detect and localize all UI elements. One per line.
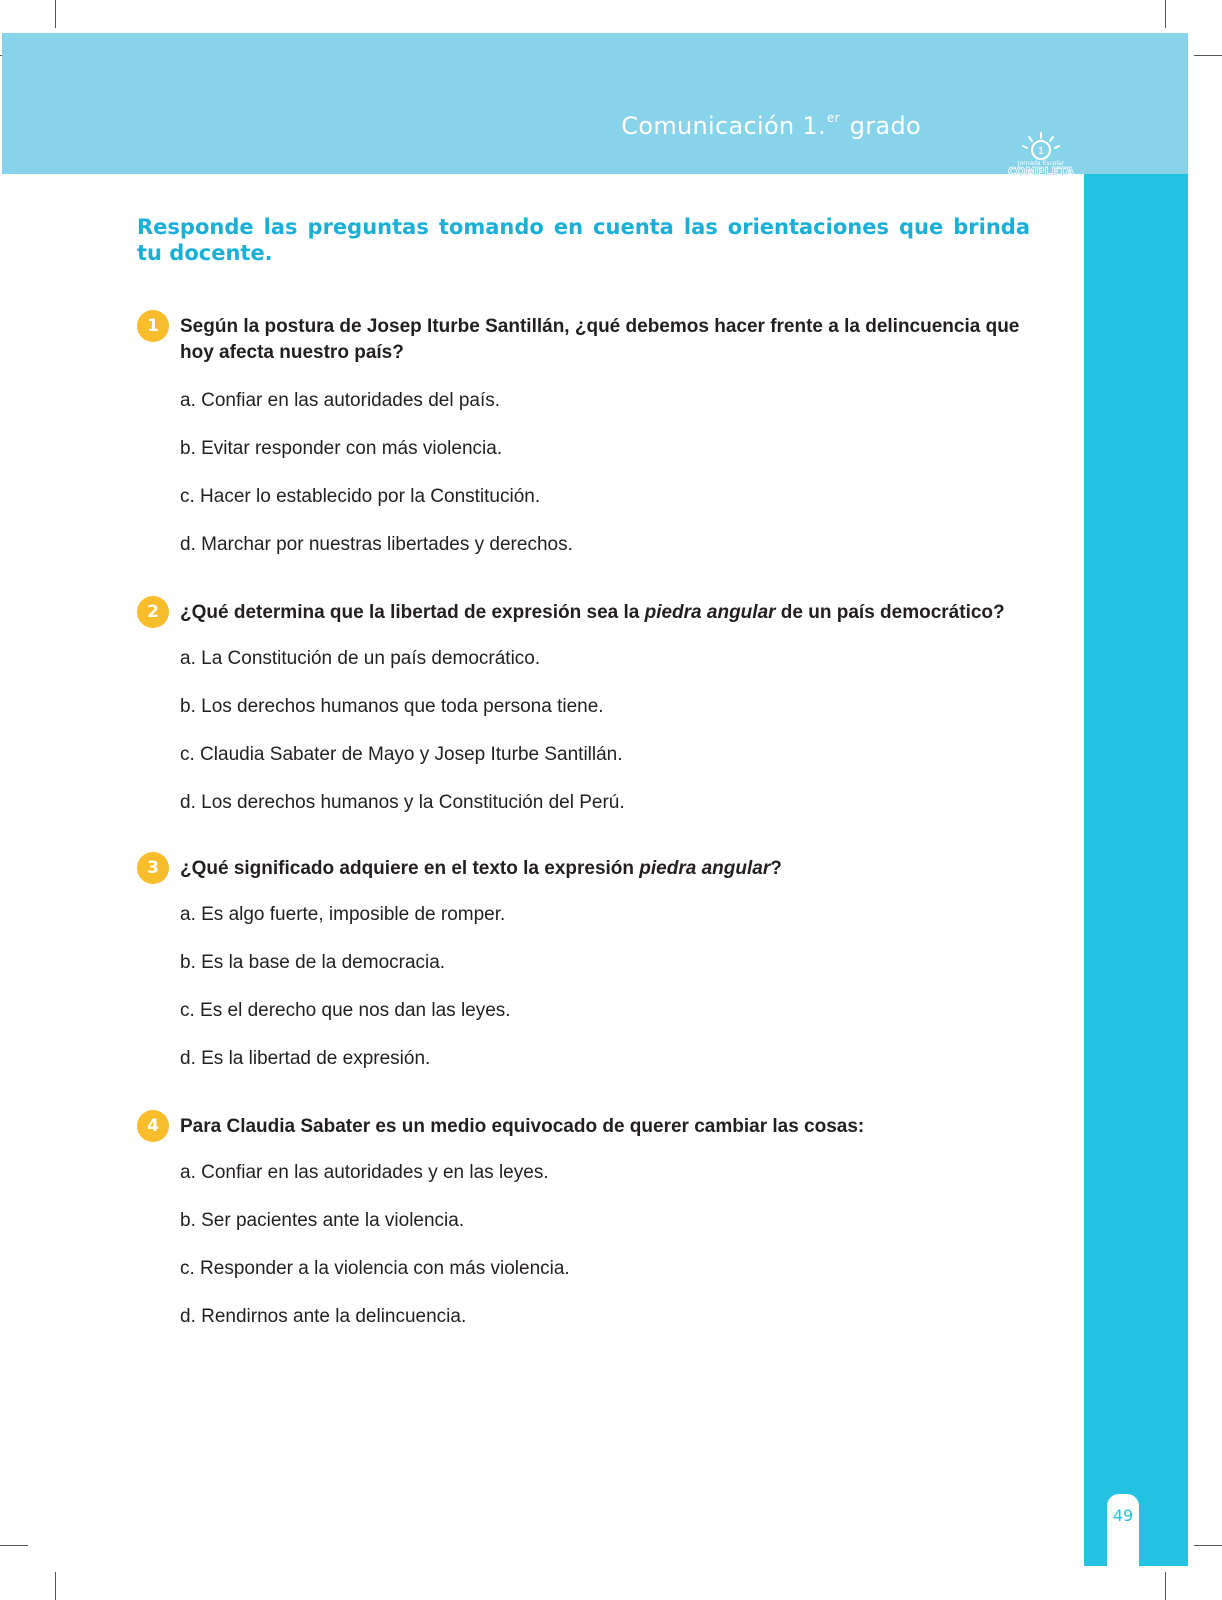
crop-mark [1194,1545,1222,1546]
page-header [2,33,1188,183]
side-band [1084,174,1188,1566]
option-b: b. Ser pacientes ante la violencia. [180,1210,465,1231]
option-b: b. Evitar responder con más violencia. [180,438,503,459]
question-text: ¿Qué significado adquiere en el texto la expresión piedra angular? [180,858,782,879]
question-text: Según la postura de Josep Iturbe Santillán, ¿qué debemos hacer frente a la delincuencia que hoy afecta nuestro país? [180,316,1020,363]
option-c: c. Hacer lo establecido por la Constitución. [180,486,541,507]
option-c: c. Es el derecho que nos dan las leyes. [180,1000,511,1021]
logo-line-2: COMPLETA [1007,165,1075,178]
option-b: b. Los derechos humanos que toda persona tiene. [180,696,604,717]
logo-badge-number: 1 [1037,146,1045,157]
question-text: Para Claudia Sabater es un medio equivocado de querer cambiar las cosas: [180,1116,865,1137]
crop-mark [55,1572,56,1600]
option-a: a. La Constitución de un país democrático. [180,648,541,669]
option-c: c. Claudia Sabater de Mayo y Josep Iturbe Santillán. [180,744,623,765]
crop-mark [1165,0,1166,28]
logo-line-1: Jornada Escolar [1017,160,1065,167]
option-d: d. Los derechos humanos y la Constitución del Perú. [180,792,625,813]
option-b: b. Es la base de la democracia. [180,952,446,973]
question-number-badge: 3 [137,852,169,884]
crop-mark [1194,55,1222,56]
question-number-badge: 4 [137,1110,169,1142]
jornada-escolar-logo [1002,129,1080,187]
header-title: Comunicación 1.$^{er}$ grado [621,111,921,140]
crop-mark [1165,1572,1166,1600]
option-a: a. Confiar en las autoridades del país. [180,390,501,411]
page-number: 49 [1112,1506,1134,1525]
option-d: d. Marchar por nuestras libertades y derechos. [180,534,573,555]
option-d: d. Rendirnos ante la delincuencia. [180,1306,467,1327]
option-d: d. Es la libertad de expresión. [180,1048,431,1069]
option-c: c. Responder a la violencia con más violencia. [180,1258,570,1279]
instruction-heading: Responde las preguntas tomando en cuenta las orientaciones que brinda tu docente. [137,215,1030,265]
crop-mark [55,0,56,28]
crop-mark [0,1545,28,1546]
question-text: ¿Qué determina que la libertad de expresión sea la piedra angular de un país democrático? [180,602,1005,623]
question-number-badge: 1 [137,310,169,342]
page-number-tab [1107,1494,1139,1566]
option-a: a. Es algo fuerte, imposible de romper. [180,904,506,925]
option-a: a. Confiar en las autoridades y en las leyes. [180,1162,549,1183]
logo-line-3: SECUNDARIA [1027,178,1055,183]
question-number-badge: 2 [137,596,169,628]
